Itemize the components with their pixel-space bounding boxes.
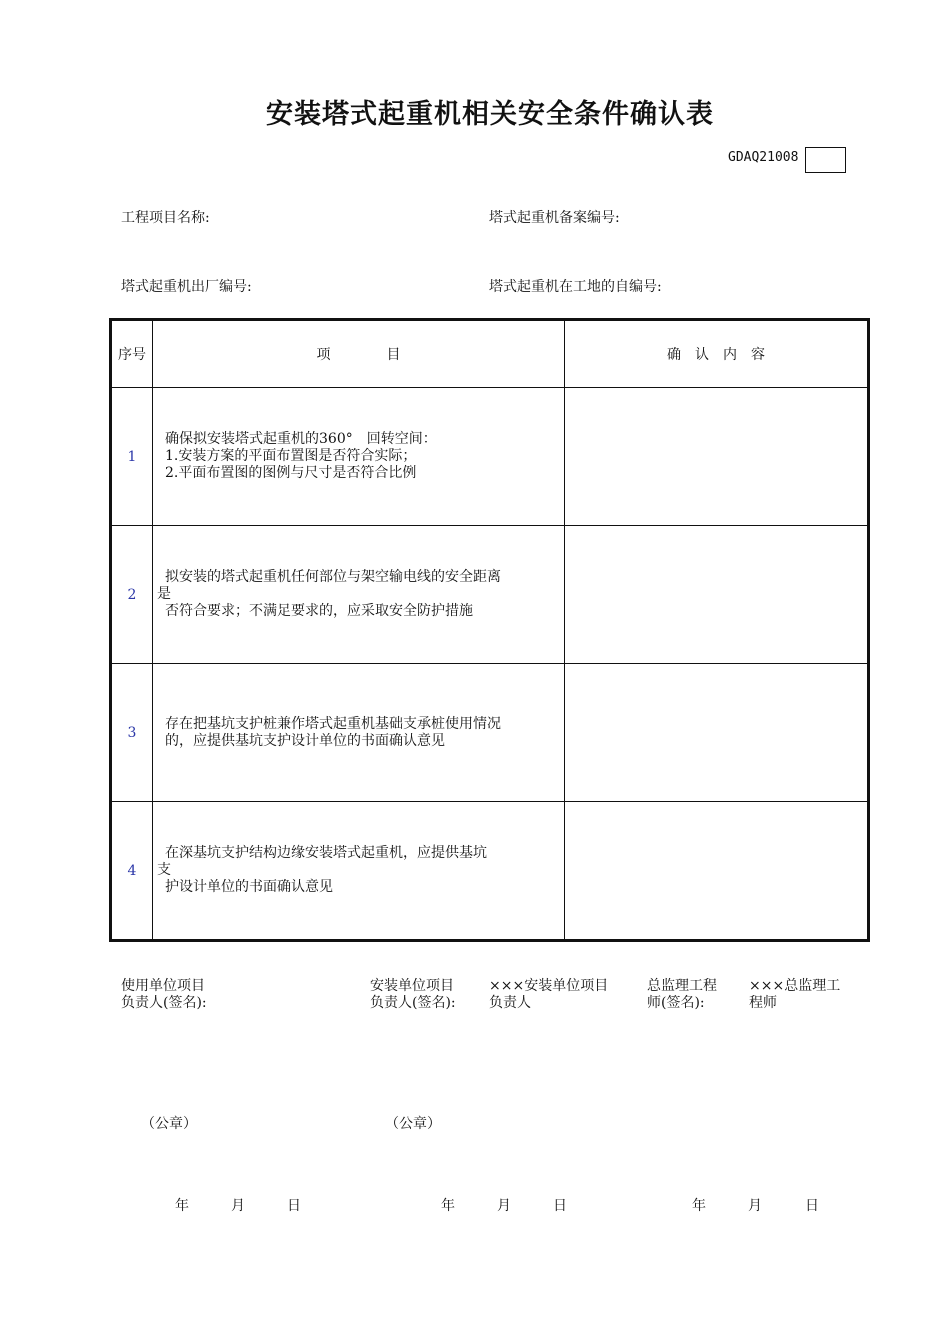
label-line: ×××安装单位项目 bbox=[489, 978, 609, 994]
row-content-cell[interactable] bbox=[565, 802, 869, 941]
header-seq: 序号 bbox=[111, 320, 153, 388]
site-no-label: 塔式起重机在工地的自编号: bbox=[489, 279, 662, 295]
item-line: 1.安装方案的平面布置图是否符合实际； bbox=[165, 448, 417, 464]
label-line: 使用单位项目 bbox=[121, 978, 205, 994]
item-line: 在深基坑支护结构边缘安装塔式起重机，应提供基坑 bbox=[165, 845, 487, 861]
item-line: 拟安装的塔式起重机任何部位与架空输电线的安全距离 bbox=[165, 569, 501, 585]
user-unit-seal: （公章） bbox=[141, 1116, 197, 1132]
row-seq: 3 bbox=[111, 664, 153, 802]
install-unit-seal: （公章） bbox=[385, 1116, 441, 1132]
date-month: 月 bbox=[748, 1198, 762, 1214]
page-title: 安装塔式起重机相关安全条件确认表 bbox=[266, 99, 714, 130]
label-line: 负责人(签名): bbox=[121, 995, 207, 1011]
row-item bbox=[153, 664, 565, 802]
row-item bbox=[153, 526, 565, 664]
label-line: 安装单位项目 bbox=[370, 978, 454, 994]
date-day: 日 bbox=[287, 1198, 301, 1214]
table-row bbox=[111, 664, 869, 802]
confirmation-table bbox=[109, 318, 870, 942]
header-confirm: 确 认 内 容 bbox=[565, 320, 869, 388]
row-seq: 1 bbox=[111, 388, 153, 526]
date-month: 月 bbox=[231, 1198, 245, 1214]
table-row bbox=[111, 526, 869, 664]
row-content-cell[interactable] bbox=[565, 664, 869, 802]
label-line: 程师 bbox=[749, 995, 777, 1011]
label-line: 负责人(签名): bbox=[370, 995, 456, 1011]
table-row bbox=[111, 388, 869, 526]
header-item: 项 目 bbox=[153, 320, 565, 388]
item-line: 2.平面布置图的图例与尺寸是否符合比例 bbox=[165, 465, 417, 481]
supervisor-signature-label bbox=[647, 978, 717, 1012]
item-line: 支 bbox=[157, 862, 171, 878]
label-line: 总监理工程 bbox=[647, 978, 717, 994]
item-line: 护设计单位的书面确认意见 bbox=[165, 879, 333, 895]
supervisor-signer bbox=[749, 978, 840, 1012]
label-line: 负责人 bbox=[489, 995, 531, 1011]
factory-no-label: 塔式起重机出厂编号: bbox=[121, 279, 252, 295]
row-item bbox=[153, 802, 565, 941]
item-line: 否符合要求；不满足要求的，应采取安全防护措施 bbox=[165, 603, 473, 619]
table-row bbox=[111, 802, 869, 941]
install-unit-signer bbox=[489, 978, 608, 1012]
row-content-cell[interactable] bbox=[565, 388, 869, 526]
row-seq: 2 bbox=[111, 526, 153, 664]
label-line: ×××总监理工 bbox=[749, 978, 841, 994]
form-code: GDAQ21008 bbox=[728, 150, 799, 165]
date-day: 日 bbox=[805, 1198, 819, 1214]
install-unit-signature-label bbox=[370, 978, 456, 1012]
item-line: 是 bbox=[157, 586, 171, 602]
project-name-label: 工程项目名称: bbox=[121, 210, 210, 226]
form-code-input-box[interactable] bbox=[805, 147, 846, 173]
registration-no-label: 塔式起重机备案编号: bbox=[489, 210, 620, 226]
item-line: 存在把基坑支护桩兼作塔式起重机基础支承桩使用情况 bbox=[165, 715, 501, 732]
user-unit-signature-label bbox=[121, 978, 207, 1012]
date-year: 年 bbox=[441, 1198, 455, 1214]
date-month: 月 bbox=[497, 1198, 511, 1214]
row-seq: 4 bbox=[111, 802, 153, 941]
row-content-cell[interactable] bbox=[565, 526, 869, 664]
date-year: 年 bbox=[175, 1198, 189, 1214]
row-item bbox=[153, 388, 565, 526]
date-year: 年 bbox=[692, 1198, 706, 1214]
item-line: 的，应提供基坑支护设计单位的书面确认意见 bbox=[165, 732, 445, 749]
date-day: 日 bbox=[553, 1198, 567, 1214]
item-line: 确保拟安装塔式起重机的360° 回转空间： bbox=[165, 431, 437, 447]
label-line: 师(签名): bbox=[647, 995, 705, 1011]
